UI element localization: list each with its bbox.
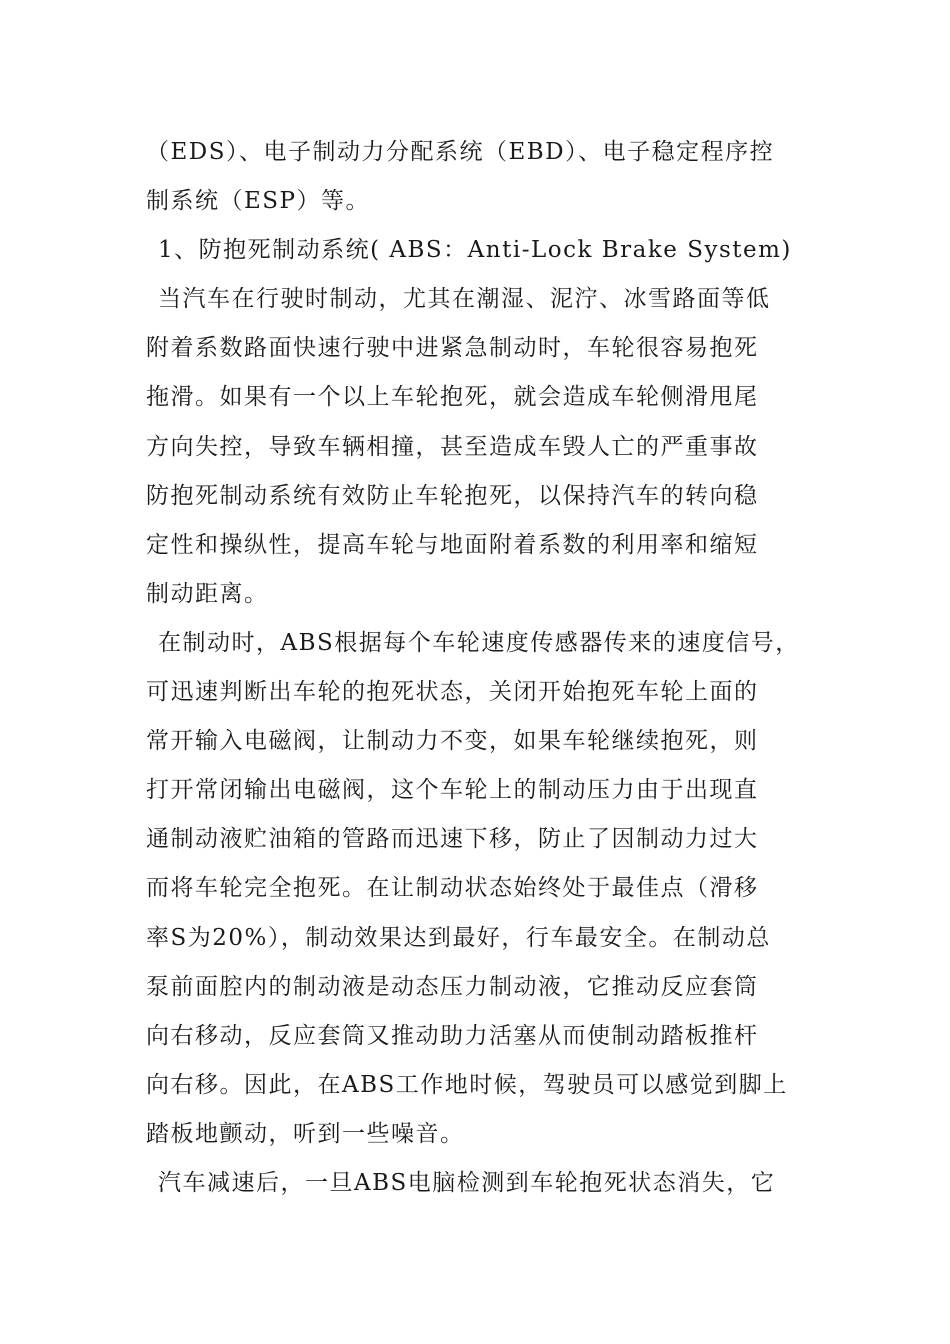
text-line: 在制动时，ABS根据每个车轮速度传感器传来的速度信号， <box>158 629 800 656</box>
text-line: 打开常闭输出电磁阀，这个车轮上的制动压力由于出现直 <box>146 777 759 804</box>
text-line: 制系统（ESP）等。 <box>146 188 371 215</box>
text-line: 当汽车在行驶时制动，尤其在潮湿、泥泞、冰雪路面等低 <box>158 286 771 313</box>
text-line: 防抱死制动系统有效防止车轮抱死，以保持汽车的转向稳 <box>146 482 759 509</box>
text-line: 制动距离。 <box>146 580 269 607</box>
text-line: 率S为20%），制动效果达到最好，行车最安全。在制动总 <box>146 924 771 951</box>
text-line: 踏板地颤动，听到一些噪音。 <box>146 1120 465 1147</box>
text-line: 汽车减速后，一旦ABS电脑检测到车轮抱死状态消失，它 <box>158 1169 776 1196</box>
text-line: 常开输入电磁阀，让制动力不变，如果车轮继续抱死，则 <box>146 728 759 755</box>
section-heading: 1、防抱死制动系统( ABS：Anti-Lock Brake System) <box>158 237 792 264</box>
text-line: 拖滑。如果有一个以上车轮抱死，就会造成车轮侧滑甩尾 <box>146 384 759 411</box>
text-line: 定性和操纵性，提高车轮与地面附着系数的利用率和缩短 <box>146 531 759 558</box>
text-line: 而将车轮完全抱死。在让制动状态始终处于最佳点（滑移 <box>146 875 759 902</box>
text-line: 可迅速判断出车轮的抱死状态，关闭开始抱死车轮上面的 <box>146 679 759 706</box>
text-line: 方向失控，导致车辆相撞，甚至造成车毁人亡的严重事故 <box>146 433 759 460</box>
text-line: 附着系数路面快速行驶中进紧急制动时，车轮很容易抱死 <box>146 335 759 362</box>
text-line: 泵前面腔内的制动液是动态压力制动液，它推动反应套筒 <box>146 973 759 1000</box>
text-line: （EDS）、电子制动力分配系统（EBD）、电子稳定程序控 <box>146 139 775 165</box>
text-line: 向右移动，反应套筒又推动助力活塞从而使制动踏板推杆 <box>146 1022 759 1049</box>
text-line: 通制动液贮油箱的管路而迅速下移，防止了因制动力过大 <box>146 826 759 853</box>
body-text <box>146 128 808 1208</box>
text-line: 向右移。因此，在ABS工作地时候，驾驶员可以感觉到脚上 <box>146 1071 788 1098</box>
